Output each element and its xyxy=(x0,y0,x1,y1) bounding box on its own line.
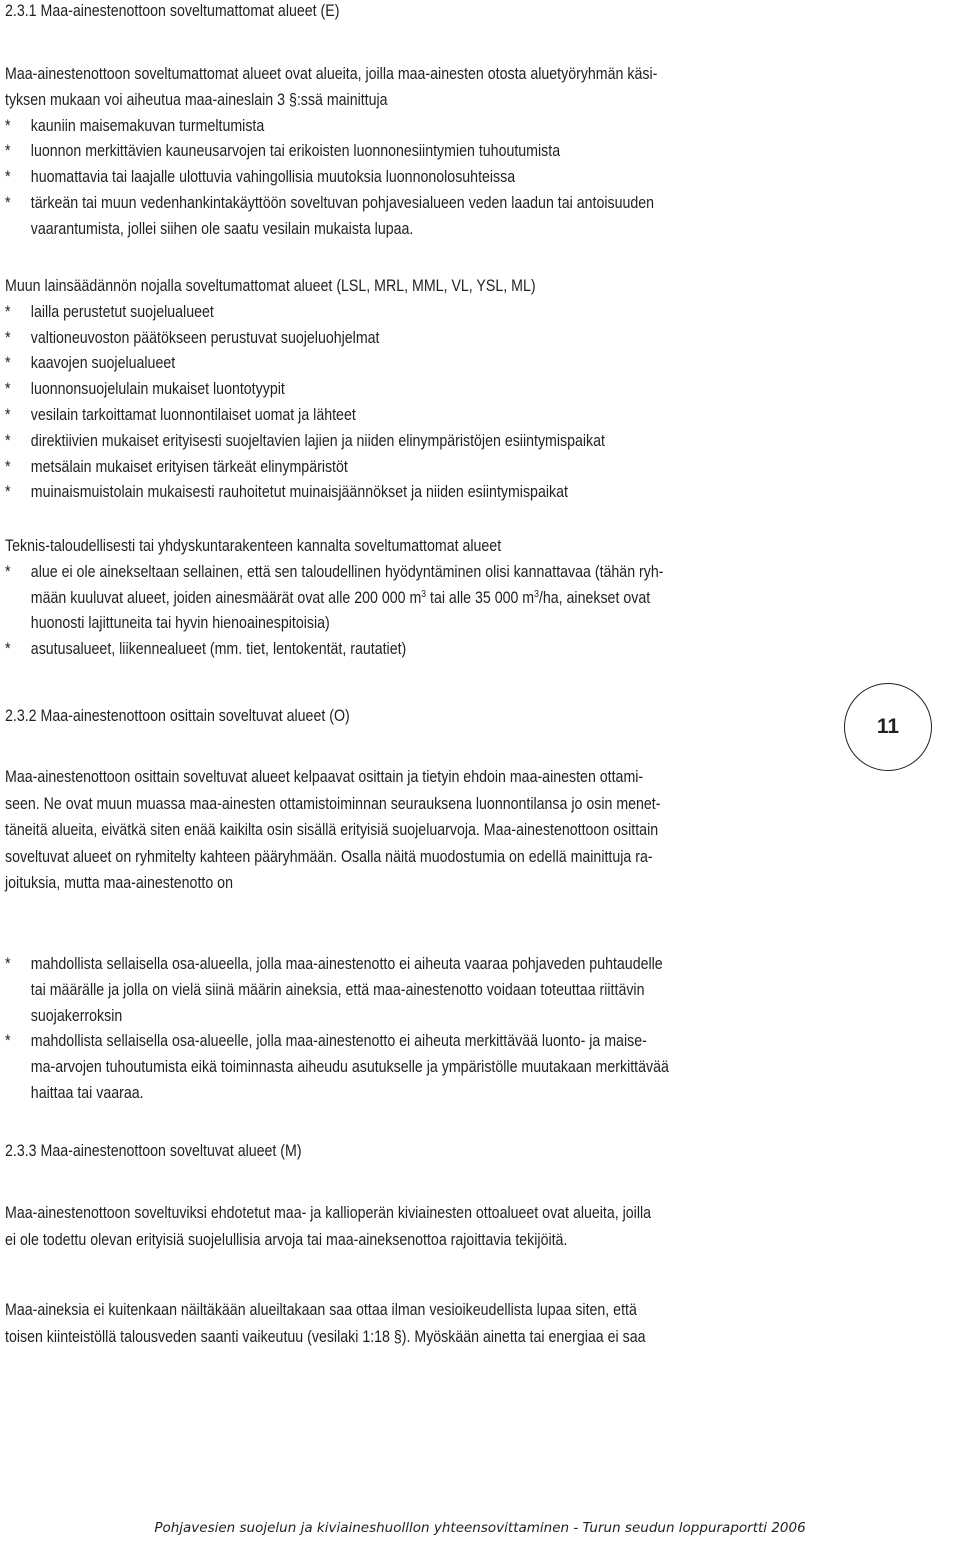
section-heading-o: 2.3.2 Maa-ainestenottoon osittain soveltuvat alueet (O) xyxy=(5,707,350,725)
list-item: * metsälain mukaiset erityisen tärkeät elinympäristöt xyxy=(5,457,348,476)
list-item: * kaavojen suojelualueet xyxy=(5,354,176,373)
list-item-continuation: ma-arvojen tuhoutumista eikä toiminnasta aiheudu asutukselle ja ympäristölle muutakaan merkittävää xyxy=(30,1058,669,1077)
paragraph-line: seen. Ne ovat muun muassa maa-ainesten ottamistoiminnan seurauksena luonnontilansa jo osin menet- xyxy=(5,794,661,813)
tech-section xyxy=(5,534,794,663)
paragraph-line: toisen kiinteistöllä talousveden saanti vaikeutuu (vesilaki 1:18 §). Myöskään ainetta tai energiaa ei saa xyxy=(5,1327,646,1346)
list-item: * direktiivien mukaiset erityisesti suojeltavien lajien ja niiden elinympäristöjen esiintymispaikat xyxy=(5,431,605,450)
paragraph-line: ei ole todettu olevan erityisiä suojelullisia arvoja tai maa-aineksenottoa rajoittavia tekijöitä. xyxy=(5,1230,568,1249)
list-item: * asutusalueet, liikennealueet (mm. tiet, lentokentät, rautatiet) xyxy=(5,640,407,659)
list-item: * luonnon merkittävien kauneusarvojen tai erikoisten luonnonesiintymien tuhoutumista xyxy=(5,142,561,161)
legal-title: Muun lainsäädännön nojalla soveltumattomat alueet (LSL, MRL, MML, VL, YSL, ML) xyxy=(5,277,536,295)
list-item: * alue ei ole ainekseltaan sellainen, että sen taloudellinen hyödyntäminen olisi kannattavaa (tähän ryh- xyxy=(5,562,664,581)
list-item: * kauniin maisemakuvan turmeltumista xyxy=(5,116,265,135)
section-heading-m: 2.3.3 Maa-ainestenottoon soveltuvat alueet (M) xyxy=(5,1142,302,1160)
list-item: * mahdollista sellaisella osa-alueelle, jolla maa-ainestenotto ei aiheuta merkittävää luonto- ja maise- xyxy=(5,1032,647,1051)
section-e-intro xyxy=(5,62,794,243)
legal-section xyxy=(5,274,794,506)
page-footer: Pohjavesien suojelun ja kiviaineshuolllon yhteensovittaminen - Turun seudun loppuraportti 2006 xyxy=(154,1520,806,1536)
list-item-continuation: suojakerroksin xyxy=(30,1006,123,1025)
section-m-paragraph-2 xyxy=(5,1297,794,1350)
list-item-continuation: tai määrälle ja jolla on vielä siinä määrin aineksia, että maa-ainestenotto voidaan toteuttaa riittävin xyxy=(30,980,645,999)
list-item: * luonnonsuojelulain mukaiset luontotyypit xyxy=(5,380,285,399)
list-item-continuation: vaarantumista, jollei siihen ole saatu vesilain mukaista lupaa. xyxy=(30,219,414,238)
list-item-continuation: huonosti lajittuneita tai hyvin hienoainespitoisia) xyxy=(30,614,330,633)
intro-line: tyksen mukaan voi aiheutua maa-aineslain 3 §:ssä mainittuja xyxy=(5,90,388,109)
paragraph-line: Maa-aineksia ei kuitenkaan näiltäkään alueiltakaan saa ottaa ilman vesioikeudellista lupaa siten, että xyxy=(5,1301,637,1319)
section-o-paragraph xyxy=(5,764,794,897)
page-number-badge: 11 xyxy=(844,683,932,771)
intro-line: Maa-ainestenottoon soveltumattomat alueet ovat alueita, joilla maa-ainesten otosta aluetyöryhmän käsi- xyxy=(5,65,658,83)
list-item: * mahdollista sellaisella osa-alueella, jolla maa-ainestenotto ei aiheuta vaaraa pohjaveden puhtaudelle xyxy=(5,955,663,973)
tech-title: Teknis-taloudellisesti tai yhdyskuntarakenteen kannalta soveltumattomat alueet xyxy=(5,537,502,555)
section-o-list xyxy=(5,952,794,1107)
list-item: * valtioneuvoston päätökseen perustuvat suojeluohjelmat xyxy=(5,328,380,347)
list-item: * vesilain tarkoittamat luonnontilaiset uomat ja lähteet xyxy=(5,405,356,424)
list-item: * huomattavia tai laajalle ulottuvia vahingollisia muutoksia luonnonolosuhteissa xyxy=(5,168,516,187)
list-item-continuation: mään kuuluvat alueet, joiden ainesmäärät ovat alle 200 000 $m^3$ tai alle 35 000 $m^3/ha$, ainekset ovat xyxy=(30,588,651,607)
section-m-paragraph-1 xyxy=(5,1200,794,1253)
list-item-continuation: haittaa tai vaaraa. xyxy=(30,1083,144,1102)
paragraph-line: täneitä alueita, eivätkä siten enää kaikilta osin sisällä erityisiä suojeluarvoja. Maa-ainestenottoon osittain xyxy=(5,821,659,839)
list-item: * tärkeän tai muun vedenhankintakäyttöön soveltuvan pohjavesialueen veden laadun tai antoisuuden xyxy=(5,193,655,212)
list-item: * lailla perustetut suojelualueet xyxy=(5,302,214,321)
paragraph-line: joituksia, mutta maa-ainestenotto on xyxy=(5,874,233,892)
paragraph-line: Maa-ainestenottoon soveltuviksi ehdotetut maa- ja kallioperän kiviainesten ottoalueet ovat alueita, joilla xyxy=(5,1204,652,1222)
paragraph-line: Maa-ainestenottoon osittain soveltuvat alueet kelpaavat osittain ja tietyin ehdoin maa-ainesten ottami- xyxy=(5,768,644,786)
list-item: * muinaismuistolain mukaisesti rauhoitetut muinaisjäännökset ja niiden esiintymispaikat xyxy=(5,483,568,502)
section-heading-e: 2.3.1 Maa-ainestenottoon soveltumattomat alueet (E) xyxy=(5,2,340,20)
paragraph-line: soveltuvat alueet on ryhmitelty kahteen pääryhmään. Osalla näitä muodostumia on edellä mainittuja ra- xyxy=(5,847,653,866)
